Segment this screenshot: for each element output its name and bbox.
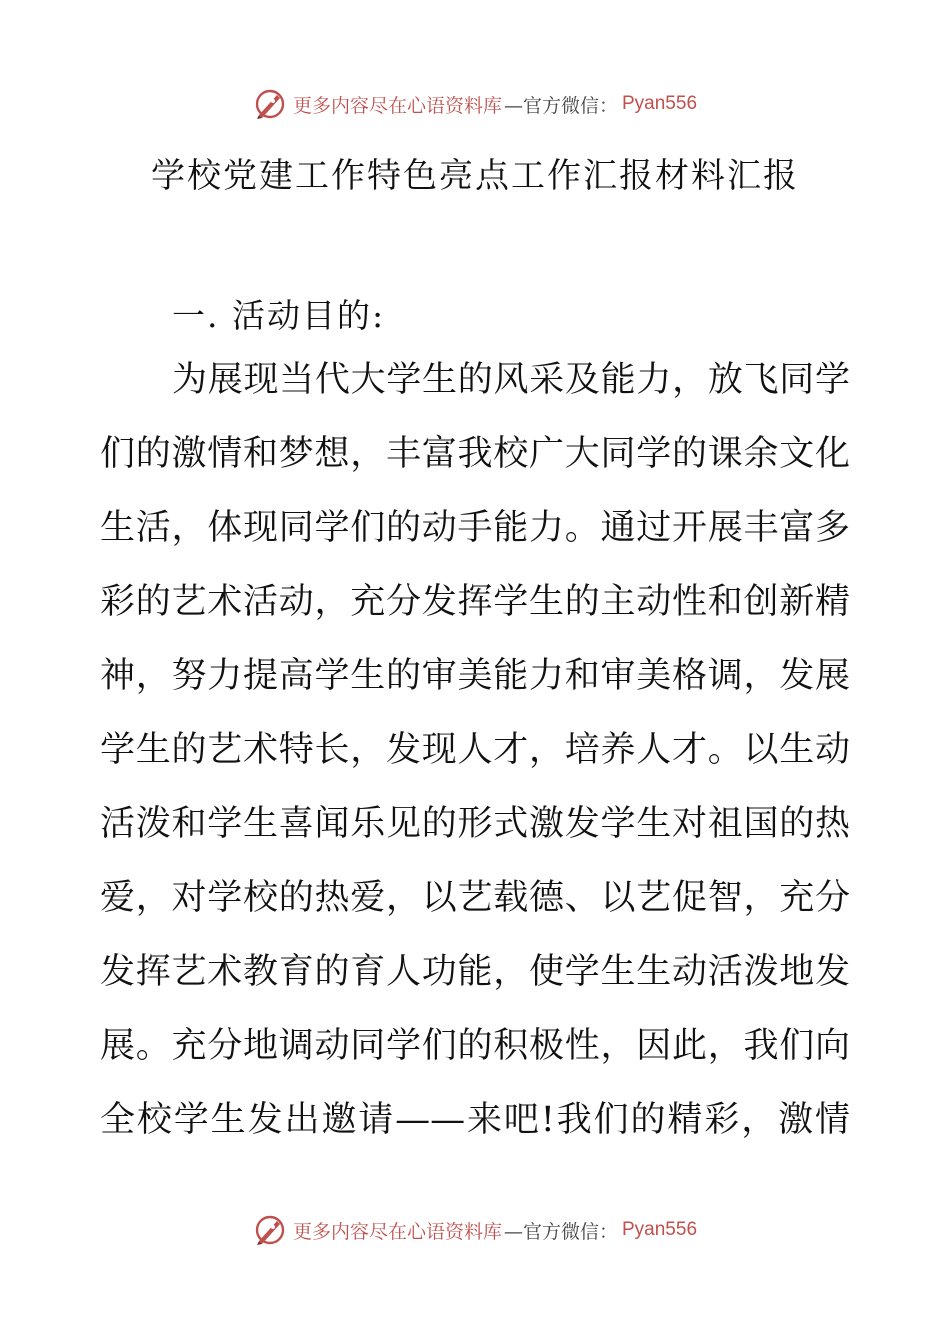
paragraph-line: 彩的艺术活动，充分发挥学生的主动性和创新精 bbox=[100, 582, 850, 622]
body-paragraph bbox=[100, 354, 850, 1168]
paragraph-line: 生活，体现同学们的动手能力。通过开展丰富多 bbox=[100, 508, 850, 548]
footer-watermark bbox=[0, 1210, 950, 1250]
paragraph-line: 神，努力提高学生的审美能力和审美格调，发展 bbox=[100, 656, 850, 696]
watermark-wechat-id: Pyan556 bbox=[622, 1219, 698, 1240]
paragraph-line: 爱，对学校的热爱，以艺载德、以艺促智，充分 bbox=[100, 878, 850, 918]
watermark-site-text: 更多内容尽在心语资料库 bbox=[292, 1220, 502, 1243]
pen-logo-icon bbox=[253, 1213, 287, 1247]
header-watermark bbox=[0, 84, 950, 124]
watermark-site-text: 更多内容尽在心语资料库 bbox=[292, 94, 502, 117]
watermark-wechat-id: Pyan556 bbox=[622, 93, 698, 114]
paragraph-line: 全校学生发出邀请——来吧!我们的精彩，激情 bbox=[100, 1100, 850, 1140]
paragraph-line: 展。充分地调动同学们的积极性，因此，我们向 bbox=[100, 1026, 850, 1066]
watermark-wechat-label: —官方微信： bbox=[503, 94, 618, 117]
section-heading: 一. 活动目的: bbox=[172, 296, 386, 335]
paragraph-line: 发挥艺术教育的育人功能，使学生生动活泼地发 bbox=[100, 952, 850, 992]
pen-logo-icon bbox=[253, 87, 287, 121]
paragraph-line: 学生的艺术特长，发现人才，培养人才。以生动 bbox=[100, 730, 850, 770]
paragraph-line: 为展现当代大学生的风采及能力，放飞同学 bbox=[172, 360, 850, 400]
watermark-wechat-label: —官方微信： bbox=[503, 1220, 618, 1243]
paragraph-line: 们的激情和梦想，丰富我校广大同学的课余文化 bbox=[100, 434, 850, 474]
document-title: 学校党建工作特色亮点工作汇报材料汇报 bbox=[151, 156, 799, 196]
paragraph-line: 活泼和学生喜闻乐见的形式激发学生对祖国的热 bbox=[100, 804, 850, 844]
